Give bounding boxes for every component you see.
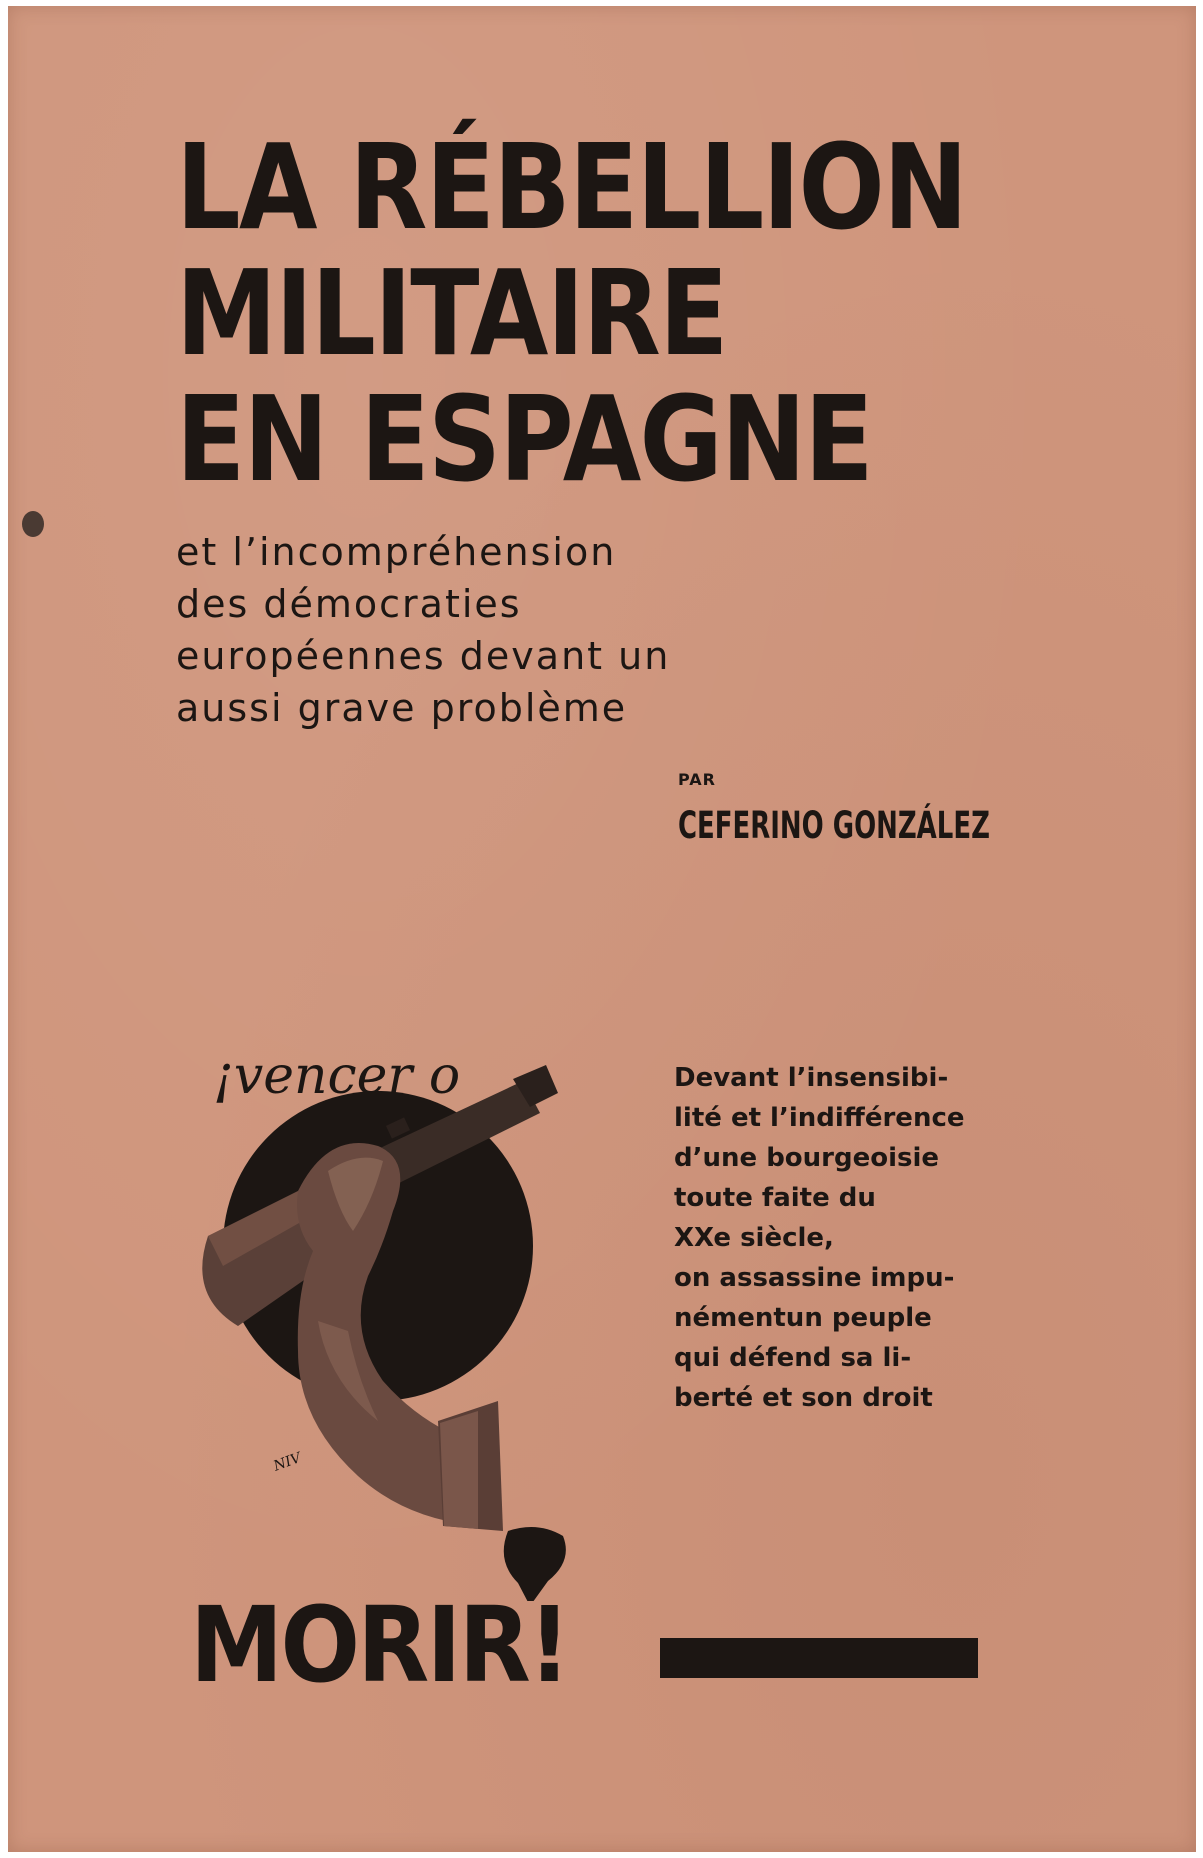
- blurb-line: Devant l’insensibi-: [674, 1063, 949, 1093]
- subtitle-line-1: et l’incompréhension: [176, 530, 617, 574]
- propaganda-illustration: [178, 1061, 598, 1601]
- blurb-line: XXe siècle,: [674, 1223, 834, 1253]
- blurb-line: némentun peuple: [674, 1303, 932, 1333]
- slogan-top: ¡vencer o: [213, 1046, 461, 1106]
- artist-signature: NIV: [271, 1450, 304, 1475]
- blurb-line: qui défend sa li-: [674, 1343, 912, 1373]
- book-title: [176, 118, 967, 508]
- slogan-bottom: MORIR!: [190, 1584, 569, 1706]
- title-line-1: LA RÉBELLION: [176, 118, 967, 256]
- blurb-line: berté et son droit: [674, 1383, 933, 1413]
- decorative-bar: [660, 1638, 978, 1678]
- title-line-2: MILITAIRE: [176, 244, 727, 382]
- binding-hole: [22, 511, 44, 537]
- subtitle-line-2: des démocraties: [176, 582, 522, 626]
- blurb-line: d’une bourgeoisie: [674, 1143, 940, 1173]
- book-cover: [8, 6, 1196, 1852]
- author-name: CEFERINO GONZÁLEZ: [678, 804, 990, 847]
- book-subtitle: [176, 526, 670, 734]
- blurb-line: toute faite du: [674, 1183, 876, 1213]
- subtitle-line-3: européennes devant un: [176, 634, 671, 678]
- subtitle-line-4: aussi grave problème: [176, 686, 628, 730]
- par-label: PAR: [678, 770, 716, 789]
- title-line-3: EN ESPAGNE: [176, 370, 872, 508]
- cover-blurb: [674, 1058, 974, 1418]
- blurb-line: lité et l’indifférence: [674, 1103, 965, 1133]
- blurb-line: on assassine impu-: [674, 1263, 955, 1293]
